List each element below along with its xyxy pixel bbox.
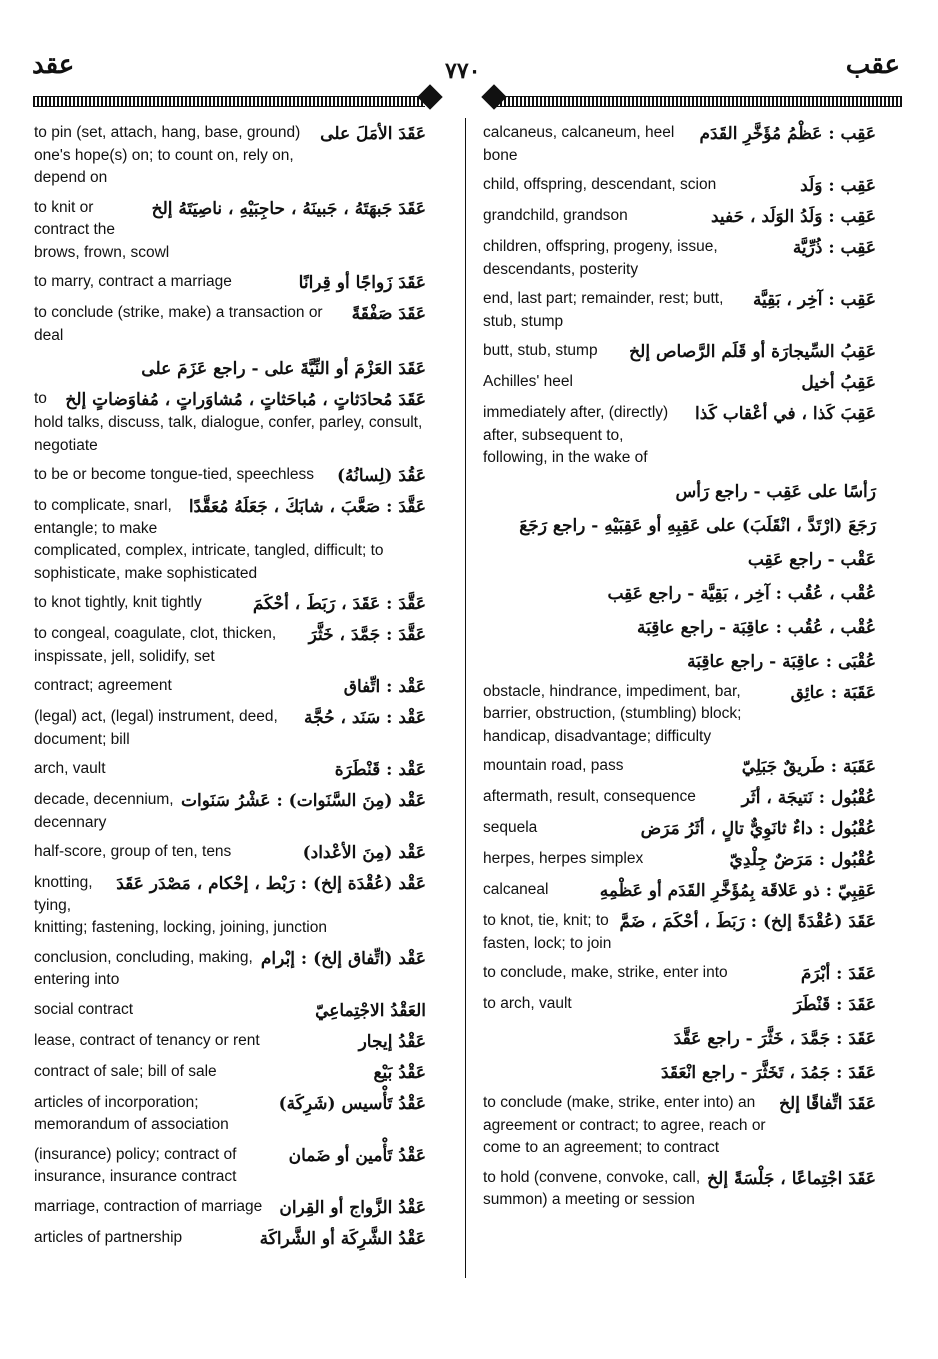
arabic-headword: عَقَدَ اجْتِماعًا ، جَلْسَةً إلخ [707, 1168, 876, 1189]
arabic-headword: عُقْب ، عُقُب : عاقِبَة - راجع عاقِبَة [637, 617, 876, 638]
english-translation: to knot tightly, knit tightly [34, 594, 202, 611]
english-translation: half-score, group of ten, tens [34, 843, 232, 860]
arabic-headword: عَقَدَ : قَنْطَرَ [793, 995, 876, 1015]
dictionary-entry [483, 755, 876, 779]
arabic-headword: عَقَدَ صَفْقَةً [351, 304, 426, 324]
arabic-headword: عَقْد : اتِّفاق [343, 677, 426, 697]
arabic-headword: عَقَدَ : أبْرَمَ [800, 964, 876, 984]
dictionary-entry [34, 758, 426, 782]
english-translation: articles of partnership [34, 1228, 183, 1246]
english-translation: to hold (convene, convoke, call, summon) a meeting or session [483, 1168, 701, 1208]
dictionary-entry [483, 681, 876, 749]
dictionary-entry [34, 872, 426, 940]
guide-word-right: عقب [845, 50, 900, 80]
english-translation: aftermath, result, consequence [483, 788, 696, 805]
arabic-headword: عُقْبَى : عاقِبَة - راجع عاقِبَة [687, 651, 876, 672]
arabic-headword: عَقِبَ كَذا ، في أعْقاب كَذا [695, 404, 876, 424]
dictionary-entry [483, 340, 876, 364]
dictionary-entry [34, 388, 426, 457]
dictionary-entry [34, 1227, 426, 1251]
english-translation: child, offspring, descendant, scion [483, 176, 717, 193]
arabic-headword: عَقَدَ : جَمَّدَ ، خَثَّرَ - راجع عَقَّدَ [673, 1029, 876, 1049]
arabic-headword: عَقِب : ذُرِّيَّة [792, 238, 876, 258]
english-translation: to be or become tongue-tied, speechless [34, 466, 315, 483]
english-translation: lease, contract of tenancy or rent [34, 1031, 260, 1049]
english-translation: calcaneus, calcaneum, heel bone [483, 124, 675, 164]
dictionary-entry [34, 1061, 426, 1085]
english-translation: decade, decennium, decennary [34, 791, 174, 831]
english-translation: grandchild, grandson [483, 207, 628, 224]
english-translation: calcaneal [483, 881, 549, 898]
left-column [34, 122, 426, 1258]
arabic-headword: عَقَبَة : طَريقٌ جَبَلِيّ [741, 757, 876, 777]
english-translation: children, offspring, progeny, issue, descendants, posterity [483, 238, 718, 278]
page-number: ٧٧٠ [445, 58, 481, 84]
english-translation: mountain road, pass [483, 757, 624, 774]
english-translation: sequela [483, 819, 538, 836]
english-translation: obstacle, hindrance, impediment, bar, barrier, obstruction, (stumbling) block; handicap, disadvantage; difficulty [483, 682, 742, 745]
dictionary-entry [483, 174, 876, 198]
english-translation: articles of incorporation; memorandum of association [34, 1093, 229, 1133]
english-translation: social contract [34, 1000, 134, 1018]
english-translation: to conclude, make, strike, enter into [483, 964, 728, 981]
dictionary-entry [483, 511, 876, 541]
arabic-headword: عَقَدَ : جَمُدَ ، تَخَثَّرَ - راجع انْعَقَدَ [660, 1063, 876, 1083]
english-translation: herpes, herpes simplex [483, 850, 644, 867]
dictionary-entry [483, 545, 876, 575]
english-translation: to knit or contract the brows, frown, scowl [34, 198, 170, 261]
arabic-headword: عَقْد : قَنْطَرَة [334, 760, 426, 780]
arabic-headword: رَجَعَ (ارْتَدَّ ، انْقَلَبَ) على عَقِبِهِ أو عَقِبَيْهِ - راجع رَجَعَ [519, 515, 876, 536]
english-translation: to hold talks, discuss, talk, dialogue, confer, parley, consult, negotiate [34, 390, 423, 454]
english-translation: end, last part; remainder, rest; butt, stub, stump [483, 290, 724, 330]
dictionary-entry [483, 647, 876, 677]
dictionary-entry [483, 879, 876, 903]
english-translation: to knot, tie, knit; to fasten, lock; to join [483, 912, 612, 952]
arabic-headword: عَقِبِيّ : ذو عَلاقَة بِمُؤَخَّرِ القَدَم أو عَظْمِهِ [599, 881, 876, 901]
arabic-headword: عُقْبُول : نَتيجَة ، أثَر [741, 788, 876, 808]
dictionary-entry [483, 817, 876, 841]
dictionary-entry [483, 613, 876, 643]
dictionary-entry [34, 271, 426, 295]
arabic-headword: عَقَّدَ : صَعَّبَ ، شابَكَ ، جَعَلَهُ مُعَقَّدًا [188, 497, 426, 517]
arabic-headword: عُقْب ، عُقُب : آخِر ، بَقِيَّة - راجع عَقِب [607, 583, 876, 604]
dictionary-entry [483, 122, 876, 167]
arabic-headword: عَقِب : عَظْمُ مُؤَخَّرِ القَدَم [699, 124, 876, 144]
dictionary-entry [483, 1092, 876, 1160]
arabic-headword: عَقَّدَ : جَمَّدَ ، خَثَّرَ [308, 625, 426, 645]
dictionary-entry [483, 371, 876, 395]
arabic-headword: رَأسًا على عَقِب - راجع رَأس [675, 481, 876, 502]
arabic-headword: عَقَدَ مُحادَثاتٍ ، مُباحَثاتٍ ، مُشاوَراتٍ ، مُفاوَضاتٍ إلخ [65, 390, 426, 410]
decorative-rule-right [496, 96, 902, 107]
english-translation: to marry, contract a marriage [34, 273, 232, 290]
dictionary-entry [34, 122, 426, 190]
arabic-headword: عَقْدُ بَيْع [373, 1062, 426, 1083]
english-translation: conclusion, concluding, making, entering into [34, 948, 253, 988]
guide-word-left: عقد [32, 50, 75, 80]
dictionary-entry [34, 1092, 426, 1137]
english-translation: to pin (set, attach, hang, base, ground) one's hope(s) on; to count on, rely on, depend on [34, 124, 301, 186]
english-translation: to complicate, snarl, entangle; to make complicated, complex, intricate, tangled, difficult; to sophisticate, make sophisticated [34, 497, 384, 582]
dictionary-entry [34, 495, 426, 585]
english-translation: to conclude (make, strike, enter into) an agreement or contract; to agree, reach or come to an agreement; to contract [483, 1094, 766, 1156]
arabic-headword: العَقْدُ الاجْتِماعِيّ [315, 1000, 426, 1021]
arabic-headword: عَقْد (مِنَ الأعْداد) [302, 843, 426, 863]
arabic-headword: عَقَدَ (عُقْدَةً إلخ) : رَبَطَ ، أحْكَمَ ، ضَمَّ [619, 912, 876, 932]
dictionary-entry [34, 999, 426, 1023]
dictionary-entry [483, 786, 876, 810]
arabic-headword: عَقْدُ تَأْمين أو ضَمان [288, 1145, 426, 1166]
dictionary-entry [34, 464, 426, 488]
arabic-headword: عَقْد (مِنَ السَّنَوات) : عَشْرُ سَنَوات [181, 791, 426, 811]
arabic-headword: عَقْد (اتِّفاق إلخ) : إبْرام [260, 948, 426, 969]
dictionary-entry [34, 1030, 426, 1054]
arabic-headword: عَقِب : آخِر ، بَقِيَّة [752, 290, 876, 310]
dictionary-entry [34, 592, 426, 616]
english-translation: arch, vault [34, 760, 106, 777]
dictionary-entry [483, 1167, 876, 1212]
column-divider [465, 118, 466, 1278]
arabic-headword: عَقْدُ تَأْسيس (شَرِكَة) [278, 1093, 426, 1114]
english-translation: (insurance) policy; contract of insurance, insurance contract [34, 1145, 237, 1185]
english-translation: contract; agreement [34, 677, 172, 694]
dictionary-entry [34, 675, 426, 699]
english-translation: to conclude (strike, make) a transaction or deal [34, 304, 323, 344]
arabic-headword: عَقِب : وَلَد [800, 176, 876, 196]
arabic-headword: عُقْبُول : داءٌ ثانَوِيٌّ تالٍ ، أثَرُ مَرَض [640, 819, 876, 839]
dictionary-entry [483, 993, 876, 1017]
dictionary-entry [34, 1144, 426, 1189]
arabic-headword: عَقَدَ جَبهَتَهُ ، جَبينَهُ ، حاجِبَيْهِ ، ناصِيَتَهُ إلخ [151, 198, 426, 219]
english-translation: (legal) act, (legal) instrument, deed, document; bill [34, 708, 278, 748]
dictionary-entry [483, 848, 876, 872]
arabic-headword: عَقْدُ إيجار [358, 1031, 426, 1052]
arabic-headword: عَقَدَ العَزْمَ أو النِّيَّةَ على - راجع عَزَمَ على [141, 359, 426, 379]
english-translation: to congeal, coagulate, clot, thicken, inspissate, jell, solidify, set [34, 625, 277, 665]
arabic-headword: عَقِب : وَلَدُ الوَلَد ، حَفيد [710, 207, 876, 227]
dictionary-entry [34, 623, 426, 668]
dictionary-entry [34, 302, 426, 347]
decorative-rule-left [33, 96, 425, 107]
english-translation: contract of sale; bill of sale [34, 1062, 217, 1080]
arabic-headword: عُقْبُول : مَرَضٌ جِلْدِيّ [729, 850, 876, 870]
arabic-headword: عَقَدَ زَواجًا أو قِرانًا [298, 273, 426, 293]
english-translation: knotting, tying, knitting; fastening, locking, joining, junction [34, 874, 327, 936]
dictionary-entry [483, 288, 876, 333]
dictionary-entry [34, 789, 426, 834]
english-translation: immediately after, (directly) after, subsequent to, following, in the wake of [483, 404, 669, 466]
dictionary-entry [483, 1058, 876, 1088]
arabic-headword: عَقْدُ الزَّواج أو القِران [279, 1197, 426, 1218]
arabic-headword: عَقْدُ الشَّرِكَة أو الشَّراكَة [259, 1228, 426, 1249]
dictionary-entry [34, 1196, 426, 1220]
dictionary-entry [483, 962, 876, 986]
arabic-headword: عَقْب - راجع عَقِب [747, 549, 876, 570]
english-translation: butt, stub, stump [483, 342, 598, 359]
dictionary-entry [483, 205, 876, 229]
arabic-headword: عَقْد (عُقْدَة إلخ) : رَبْط ، إحْكام ، مَصْدَر عَقَدَ [116, 874, 426, 894]
right-column [483, 122, 876, 1219]
arabic-headword: عَقْد : سَنَد ، حُجَّة [304, 708, 426, 728]
english-translation: to arch, vault [483, 995, 572, 1012]
dictionary-entry [483, 402, 876, 470]
dictionary-entry [483, 910, 876, 955]
dictionary-entry [483, 477, 876, 507]
english-translation: Achilles' heel [483, 373, 573, 390]
arabic-headword: عَقَدَ اتِّفاقًا إلخ [779, 1094, 876, 1114]
dictionary-entry [483, 236, 876, 281]
arabic-headword: عَقَبَة : عائِق [790, 682, 876, 703]
english-translation: marriage, contraction of marriage [34, 1197, 263, 1215]
dictionary-entry [34, 841, 426, 865]
dictionary-entry [34, 354, 426, 384]
arabic-headword: عَقَدَ الأمَلَ على [320, 124, 426, 144]
dictionary-entry [34, 947, 426, 992]
arabic-headword: عَقِبُ أخيل [801, 373, 876, 393]
arabic-headword: عَقَّدَ : عَقَدَ ، رَبَطَ ، أحْكَمَ [252, 594, 426, 614]
dictionary-entry [483, 1024, 876, 1054]
arabic-headword: عَقِبُ السِّيجارَة أو قَلَم الرَّصاص إلخ [629, 342, 876, 362]
dictionary-entry [34, 197, 426, 265]
dictionary-entry [483, 579, 876, 609]
dictionary-entry [34, 706, 426, 751]
arabic-headword: عَقُدَ (لِسانُهُ) [336, 466, 426, 486]
